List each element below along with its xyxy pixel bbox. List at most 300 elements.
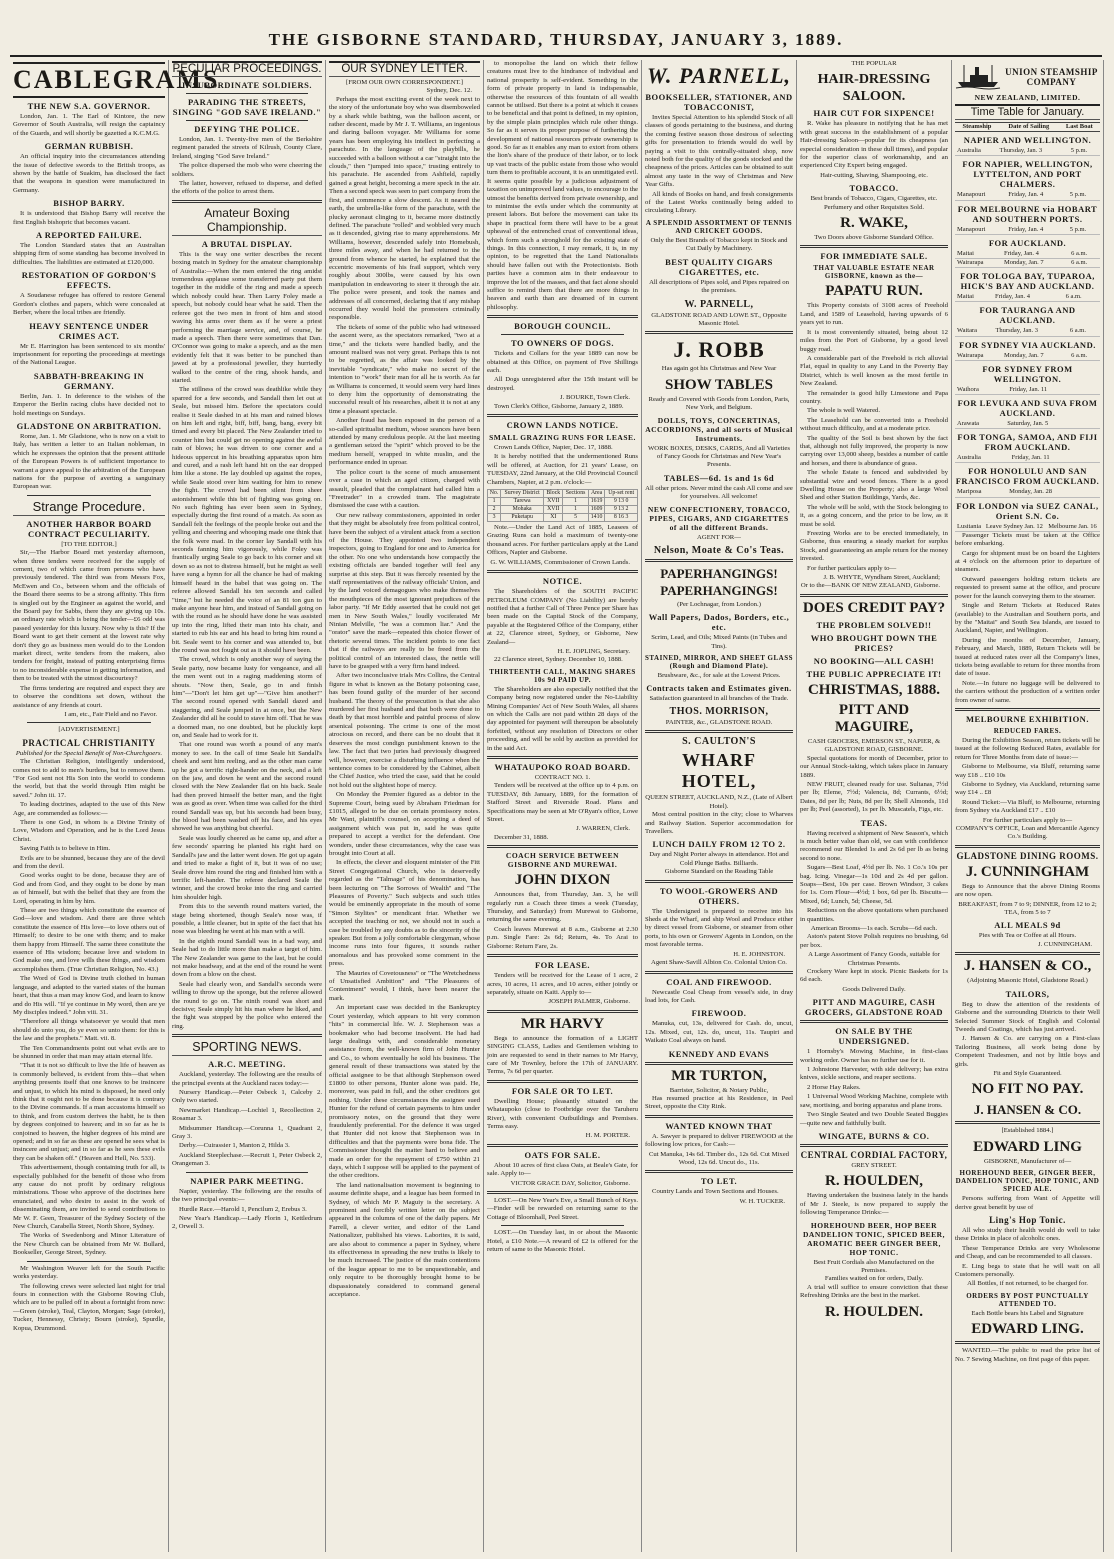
wood-machine-item: 1 Universal Wood Working Machine, complete with saw, mortising, and boring apparatus and plane irons. [800,1093,948,1109]
papatu-paragraph: The whole Estate is fenced and subdivided by substantial wire and wood fences. There is a good Dwelling House on the Property; also a large Wool Shed and other Station Buildings, Yards, &c. [800,469,948,502]
race-result: Derby.—Cuirassier 1, Manton 2, Hilda 3. [179,1142,290,1150]
contract-subhead: CONTRACT NO. 1. [534,774,591,781]
cunningham-body: Begs to Announce that the above Dining Rooms are now open. [955,882,1100,899]
sailing-cell: Arawata [955,420,1005,429]
napier-results [172,1188,322,1232]
route-table [955,420,1100,429]
divider [800,245,948,248]
sydney-paragraph: An important case was decided in the Bankruptcy Court yesterday, which appears to hit very common "hits" in commercial life. W. J. Stephenson was a bookmaker who had become insolvent. He had had large dealings with, and considerable monetary assistance from, the well-known firm of John Hunter and Co., to whom eventually he sold his business. The general result of these transactions was stated by the official assignee to be that although Stephenson owed £1800 to other persons, Hunter alone was paid. He, moreover, was paid in full, and the other creditors got nothing. Under these circumstances the assignee sued Hunter for the refund of certain payments to him under promissory notes, on the ground that they were fraudulently preferential. For the defence it was urged that Hunter did not know that Stephenson was in difficulties and that the payments were bona fide. The Commissioner thought the matter hard to believe and made an order for the repayment of £750 within 21 days, which I suppose will be applied to the payment of the other creditors. [329,1004,480,1180]
boxing-heading: Amateur Boxing Championship. [172,206,322,236]
reductions-line: Reductions on the above quotations when purchased in quantities. [800,907,948,923]
race-result: Auckland, yesterday. The following are the results of the principal events at the Auckland races today:— [172,1071,322,1087]
route-table [955,454,1100,463]
sailing-row [955,327,1100,336]
route-heading: FOR TAURANGA AND AUCKLAND. [979,305,1076,326]
letter-paragraph: The firms tendering are required and expect they are to observe the conditions set down, without the assistance of any friends at court. [13,684,165,709]
papatu-paragraph: The Leasehold can be converted into a Freehold without much difficulty, and at a moderate price. [800,416,948,433]
sydney-letter-heading: OUR SYDNEY LETTER. [329,61,480,77]
houlden-heading: R. HOULDEN, [825,1173,923,1190]
land-table-cell: XVII [544,498,563,506]
sydney-paragraph: The tickets of some of the public who had witnessed the ascent were, as the spectators remarked, "two at a time," and the tickets were handled badly, and the amount realised was not very great. Perhaps this is not to be regretted, as the affair was looked by the inevitable "syndicate," who make no secret of the intention to "work" their man for all he is worth. As far as Williams is concerned, it would seem very hard lines to deny him the opportunity of demonstrating the successful result of his researches, albeit it is not at any time a pleasant spectacle. [329,323,480,415]
sailing-cell: Manapouri [955,226,1006,235]
route-heading: FOR SYDNEY VIA AUCKLAND. [959,339,1096,350]
hair-saloon-heading: HAIR-DRESSING SALOON. [817,72,931,105]
dogs-heading: TO OWNERS OF DOGS. [511,338,614,349]
column-sydney-letter [326,60,484,1552]
scrim-line: Scrim, Lead, and Oils; Mixed Paints (in Tubes and Tins). [651,634,787,650]
work-boxes-line: WORK BOXES, DESKS, CARDS, And all Varieties of Fancy Goods for Christmas and New Year's Presents. [648,444,790,469]
sydney-paragraph: The land nationalisation movement is beginning to assume definite shape, and a league has been formed in Sydney, of which Mr P. Maguiy is the secretary. A prominent and forcibly written letter on the subject appeared in the columns of one of the daily papers. Mr Farrell, a clever writer, and editor of the Land Nationalizer, published his views. Laborites, it is said, are also about to commence a paper in Sydney, where its effectiveness in spreading the new truths is likely to be much increased. The justice of the main contentions of the league appear to me to be unquestionable, and only require to be thoroughly brought home to be dispassionately considered to command general acceptance. [329,1181,480,1299]
notice-body: The Shareholders of the SOUTH PACIFIC PETROLEUM COMPANY (No Liability) are hereby notified that a further Call of Three Pence per Share has been made on the Capital Stock of the Company, payable at the Registered Office of the Company, either at 22, Clarence street, Sydney, or Gisborne, New Zealand— [487,588,638,646]
cablegram-body: The London Standard states that an Australian shipping firm of some standing has become involved in difficulties. The liabilities are estimated at £120,000. [13,242,165,266]
robb-goods: Ready and Covered with Goods from London, Paris, New York, and Belgium. [648,395,790,412]
parnell-body: Invites Special Attention to his splendid Stock of all classes of goods pertaining to the business, and during the coming festive season those desirous of selecting gifts for presentation to friends would do well by paying a visit to this centrally-situated shop, now noted both for the quality of the goods stocked and the cheapness of the prices. Articles can be obtained to suit almost any taste in the way of Christmas and New Year Gifts. [645,114,793,189]
sailing-cell: 6 a.m. [1064,293,1100,302]
cablegram-body: Mr E. Harrington has been sentenced to six months' imprisonment for reporting the proceedings at meetings of the National League. [13,342,165,367]
sporting-heading: SPORTING NEWS. [172,1040,322,1056]
arc-subhead: A.R.C. MEETING. [208,1059,286,1070]
divider [172,200,322,203]
divider [487,845,638,848]
dogs-address: Town Clerk's Office, Gisborne, January 2, 1889. [494,402,624,410]
land-table-col: Block [544,490,563,498]
sydney-paragraph: The Mauries of Covetousness" or "The Wretchedness of Unsatisfied Ambition" and "The Pleasures of Contentment" would, I think, have been nearer the mark. [329,969,480,1002]
sailing-cell: Waihora [955,386,1007,395]
route-heading: FOR LEVUKA AND SUVA FROM AUCKLAND. [957,398,1098,419]
wanted-heading: WANTED KNOWN THAT [665,1120,773,1131]
wharf-address: QUEEN STREET, AUCKLAND, N.Z., (Late of Albert Hotel). [645,794,793,810]
nelson-teas: Nelson, Moate & Co's Teas. [653,544,785,556]
land-table-cell: 9 13 2 [605,506,638,514]
pc-paragraph: The Ten Commandments point out what evils are to be shunned in order that man may attain eternal life. [13,1044,165,1060]
notice-heading: NOTICE. [542,576,583,587]
shipping-note: During the months of December, January, February, and March, 1889, Return Tickets will be issued at reduced rates over all the Company's lines, tickets being available to return for three months from date of issue. [955,636,1100,678]
boxing-paragraph: Seale was loudly cheered as he came up, and after a few seconds' sparring he planted his right hard on Sandall's jaw and the latter went down. He got up again and tried to make a fight of it, but it was of no use; Seale drove him round the ring and finished him with a terrific left-hander. The referee declared Seale the winner, and the crowd broke into the ring and carried him shoulder high. [172,834,322,901]
land-table-col: Survey District [501,490,544,498]
papatu-paragraph: It is most conveniently situated, being about 12 miles from the Port of Gisborne, by a good level buggy road. [800,328,948,353]
divider [645,1115,793,1118]
route-heading: NAPIER AND WELLINGTON. [963,135,1092,146]
sailing-row [955,191,1100,200]
route-heading: FOR MELBOURNE via HOBART AND SOUTHERN PORTS. [957,203,1098,224]
road-date: December 31, 1888. [494,833,549,841]
sale-body: Dwelling House; pleasantly situated on the Whataupoko (close to Footbridge over the Taruheru River), with convenient Outbuildings and Premises. Terms easy. [487,1097,638,1130]
route-table [955,523,1100,532]
sailing-row [955,386,1100,395]
sailing-cell: 5 p.m. [1068,191,1100,200]
papatu-paragraph: The whole is well Watered. [807,407,881,415]
melbourne-exhibition-heading: MELBOURNE EXHIBITION. [966,713,1089,724]
sailing-cell: Friday, Jan. 4 [1006,226,1067,235]
turton-sub: Barrister, Solicitor, & Notary Public, [669,1086,769,1094]
no-fit-no-pay: NO FIT NO PAY. [971,1081,1084,1098]
column-union-steamship [952,60,1104,1552]
divider [487,1080,638,1083]
dogs-signature: J. BOURKE, Town Clerk. [560,394,630,402]
turton-body: Has resumed practice at his Residence, in Peel Street, opposite the City Rink. [645,1094,793,1111]
route-table [955,488,1100,497]
sydney-paragraph: Our new railway commissioners, appointed in order that they might be absolutely free from political control, have been the subject of a virulent attack from a section of the House. They appointed two independent inspectors, going to England for one and to America for the other. No one who understands how compactly the existing officials are banded together will feel any surprise at this step. But it was fiercely resented by the staff representatives of the railway officials' Union, and by the land voiced demagogues who make themselves the mouthpieces of the most ignorant prejudices of the labor party. "If Mr Eddy asserted that he could not get men in New South Wales," loudly vociferated Mr Ninian Melville, "he was a common liar." And the "orator" save the mark—repeated this choice flower of rhetoric several times. The incident points to one fact that if the railways are really to be freed from the political control of an interested class, the nettle will have to be grasped with a very firm hand indeed. [329,511,480,671]
hornsby-item: 1 Hornsby's Mowing Machine, in first-class working order. Owner has no further use for it. [800,1048,948,1064]
cunningham-heading: J. CUNNINGHAM [965,863,1090,880]
sale-heading: FOR SALE OR TO LET. [511,1085,614,1096]
sailing-cell: Maitai [955,250,1002,259]
dogs-paragraph: All Dogs unregistered after the 15th instant will be destroyed. [487,376,638,392]
immediate-sale-heading: FOR IMMEDIATE SALE. [820,251,928,262]
divider [955,845,1100,848]
shipping-notes [955,532,1100,705]
wool-body: The Undersigned is prepared to receive into his Sheds at the Wharf, and ship Wool and Produce either by direct vessel from Gisborne, or steamer from other ports, to his own or Growers' Agents in London, on the most favorable terms. [645,907,793,949]
papatu-paragraph: The quality of the Soil is best shown by the fact that, although not fully improved, the property is now carrying over 13,000 sheep, besides a number of cattle and horses, and there is abundance of grass. [800,434,948,467]
sailing-cell: Friday, Jan. 11 [1007,386,1092,395]
sailing-cell: Waitara [955,327,993,336]
houlden-body: Having undertaken the business lately in the hands of Mr J. Steele, is now prepared to supply the following Temperance Drinks:— [800,1192,948,1217]
lunch-line: LUNCH DAILY FROM 12 TO 2. [652,839,786,850]
column-peculiar [169,60,326,1552]
further-line: For further particulars apply to— [982,816,1073,824]
problem-line: THE PROBLEM SOLVED!! [816,619,932,630]
sailing-cell: 5 p.m. [1069,147,1100,156]
papatu-body [800,302,948,573]
land-table-cell: 9 13 0 [605,498,638,506]
grey-street: GREY STREET. [851,1161,897,1169]
contracts-line: Contracts taken and Estimates given. [646,683,792,693]
porter-line: Day and Night Porter always in attendance. Hot and Cold Plunge Baths. Billiards. [649,851,789,867]
divider [487,1010,638,1013]
oats-heading: OATS FOR SALE. [524,1149,601,1160]
bottles-line: All Bottles, if not returned, to be charged for. [967,1280,1088,1288]
hansen-heading: J. HANSEN & CO., [963,958,1092,975]
tables-note: All other prices. Never mind the cash All come and see for yourselves. All welcome! [645,484,793,501]
sailing-cell: Saturday, Jan. 5 [1005,420,1092,429]
reduced-fares-line: REDUCED FARES. [993,726,1062,735]
divider [186,120,308,121]
pitt-sub: CASH GROCERS, EMERSON ST., NAPIER, & GLADSTONE ROAD, GISBORNE. [807,737,941,754]
boxing-paragraph: The crowd, which is only another way of saying the Seale party, now became lusty for vengeance, and all the men went out in a raging maddening storm of shouts. "Now then, Seale, go in and finish him"—"Don't let him get up"—"Give him another!" The second round opened with Sandall dazed and staggering, and Seale jumped in at once, but the New Zealander did all he could to stave him off. That he was a doomed man, no one doubted, but he pluckily kept on, and Seale had to work for it. [172,656,322,739]
fare-1: Gisborne to Melbourne, via Bluff, returning same way £18 .. £10 10s [955,763,1100,779]
arc-results [172,1071,322,1168]
sailing-row [955,420,1100,429]
route-heading: FOR HONOLULU AND SAN FRANCISCO FROM AUCKLAND. [955,466,1100,487]
sailing-cell: Australia [955,147,998,156]
divider [487,414,638,417]
boxing-paragraph: Seale had clearly won, and Sandall's seconds were willing to throw up the sponge, but the referee allowed the round to go on. The ninth round was short and decisive; Seale simply hit his man where he liked, and the fight was stopped by the police who entered the ring. [172,980,322,1030]
shipping-note: Note.—In future no luggage will be delivered to the carriers without the production of a written order from owner of same. [955,679,1100,704]
wall-papers-line: Wall Papers, Dados, Borders, etc., etc. [648,612,790,633]
defying-subhead: DEFYING THE POLICE. [194,124,300,134]
land-table-cell: 3 [488,514,501,522]
sailing-cell: Monday, Jan. 7 [1002,352,1069,361]
brooms-line: American Brooms—1s each. Scrubs—6d each. [810,925,938,932]
sailing-row [955,226,1100,235]
land-table [487,489,638,522]
ling-health: All who study their health would do well to take these Drinks in place of alcoholic ones. [955,1226,1100,1243]
parnell-subhead: BOOKSELLER, STATIONER, AND TOBACCONIST, [645,92,793,112]
dogs-paragraph: Tickets and Collars for the year 1889 can now be obtained at this Office, on payment of Five Shillings each. [487,350,638,374]
dixon-heading: JOHN DIXON [514,872,611,889]
wake-address: Two Doors above Gisborne Standard Office. [814,234,934,242]
land-table-cell: 2 [488,506,501,514]
masthead-title: THE GISBORNE STANDARD, THURSDAY, JANUARY 3, 1889. [268,30,844,49]
morrison-heading: THOS. MORRISON, [669,706,769,717]
race-result: Auckland Steeplechase.—Recruit 1, Peter Osbeck 2, Orangeman 3. [172,1151,322,1168]
trial-line: A trial will suffice to ensure conviction that these Refreshing Drinks are the best in the market. [800,1283,948,1300]
land-table-row [488,514,638,522]
dixon-paragraph: Announces that, from Thursday, Jan. 3, he will regularly run a Coach three times a week (Tuesday, Thursday, and Saturday) from Murewai to Gisborne, returning the same evening. [487,891,638,924]
sailing-cell: Friday, Jan. 4 [1002,250,1069,259]
cunningham-signature: J. CUNNINGHAM. [1037,940,1092,948]
fancy-goods-line: A Large Assortment of Fancy Goods, suitable for Christmas Presents. [808,951,940,967]
sailing-cell: 6 a.m. [1069,250,1100,259]
to-let-signature: W. H. TUCKER. [739,1197,785,1205]
land-table-row [488,498,638,506]
boxing-paragraph: That one round was worth a pound of any man's money to see. In the call of time Seale hit Sandall's cheek and sent him reeling, and as the other man came up he got a terrific right-hander on the neck, and a left on the jaw, and down he went and the second round closed with the New Zealander flat on his back. Seale had then proved himself the better man, and the fight was as good as over. When time was called for the third round Sandall was up, but his seconds had been busy, the blood had been washed off his face, and his eyes showed he was anything but cheerful. [172,741,322,833]
teas-heading: TEAS. [860,817,888,828]
label-line: Each Bottle bears his Label and Signature [971,1309,1084,1317]
divider [501,334,624,335]
sailing-cell [1092,386,1100,395]
council-heading: BOROUGH COUNCIL. [514,321,611,332]
land-table-cell: 1 [563,506,589,514]
divider [487,315,638,318]
boxing-paragraph: This is the way one writer describes the recent boxing match in Sydney for the amateur championship of Australia:—When the men entered the ring amidst tremendous applause some transferred party put them together in the middle of the ring and made a speech which nobody could hear. Then Larry Foley made a speech, but nobody could hear what he said. Then the referee got the two men in front of him and stood waving his arms over them as if he were a priest performing the marriage service, and, of course, he made a speech. Then there were sometimes that Dan. O'Connor was going to make a speech, and as the men evidently felt that it was better to be punched than jawed at by a professional jeweller, they hurriedly walked to the centre of the ring, shook hands, and started. [172,250,322,384]
divider [955,708,1100,711]
hansen-body: Beg to draw the attention of the residents of Gisborne and the surrounding Districts to their Well Selected Summer Stock of English and Colonial Tweeds and Coatings, which has just arrived. [955,1000,1100,1033]
kennedy-signature: KENNEDY AND EVANS [668,1048,770,1059]
glass-line: STAINED, MIRROR, AND SHEET GLASS (Rough and Diamond Plate). [645,654,793,671]
wharf-body: Most central position in the city; close to Wharves and Railway Station. Superior accommodation for Travellers. [645,811,793,836]
insubordinate-subhead: INSUBORDINATE SOLDIERS. [182,80,312,90]
sydney-paragraph: The police court is the scene of much amusement over a case in which an aged citizen, charged with assault, pleaded that the complainant had called him a "Freetrader" in a crowded tram. The magistrate dismissed the case with a caution. [329,468,480,510]
crown-signature: G. W. WILLIAMS, Commissioner of Crown Lands. [490,558,630,566]
fit-style-line: Fit and Style Guaranteed. [993,1069,1062,1077]
route-table [955,386,1100,395]
land-paragraph: to monopolise the land on which their fellow creatures must live to the hindrance of individual and national prosperity is self-evident. Something in the form of private property in land is indispensable, otherwise the resources of this fountain of all wealth cannot be utilised. But there is a point at which it ceases to be beneficial and that point is defined, in my opinion, by the simple plain principles which rule other things. So far as it serves its proper purpose of furthering the development of national resources private ownership is good. So far as it enables any man to extort from others the lion's share of the produce of their labor, or to lock up vast tracts of the public estate from those who would turn them to profitable account, it is an unmitigated evil. It seems quite possible by a judicious adjustment of taxation on unimproved land values, to encourage to the utmost the benefits derived from private ownership, and to minimise the evils under which the community at present labors. But before the movement can take its shape in practical form there will have to be a great upheaval of the entrenched crust of conventional ideas, which form such a stronghold for the existing state of things. In this connection, I may remark, it is, in my opinion, to be regretted that the Land Nationalists should have fallen out with the Protectionists. Both parties have a common aim in their endeavour to improve the lot of the masses, and that fact alone should suffice to remind them that there are more things in heaven and earth than are dreamed of in current philosophy. [487,60,638,311]
land-table-row [488,506,638,514]
route-heading: FOR LONDON via SUEZ CANAL, Orient S.N. Co. [956,500,1099,521]
boxing-paragraph: The stillness of the crowd was deathlike while they sparred for a few seconds, and Sandall then let out at Seale, but missed him. Before the spectators could realise it Seale dashed in at his man and rained blows on him left and right, biff, biff, bang, bang, every bit timed and every bit placed. The New Zealander tried to counter him but could get no opening against the awful rain of blows; he was driven to one corner and a hideous uppercut in his breathing apparatus upon him and cured, and a rash left hand hit on the ear dropped him like a stone. He lay doubled up against the ropes, while Seale stood over him waiting for him to renew the fight. The crowd had been silent from sheer astonishment while this bit of fighting was going on. No such fighting has ever been seen in Sydney, especially during the first round of a match. As soon as Sandall felt the feelings of the people broke out and the yelling and cheering and whooping made one think that the folk were mad. In the corner lay Sandall with his seconds fanning him vigorously, while Foley was frantically urging Seale to go back to his corner and sit down so as not to distress himself, but he might as well have sung a hymn for all the chance he had of making himself heard in the babel that was going on. The referee allowed Sandall his ten seconds and called "time," but he needed the voice of an 81 ton gun to make anyone hear him, and instead of Sandall going on with the round as he should have done he was assisted up into the ring, lifted their man into his chair, and started to rub his ear and his head to bring him round a bit. Seale went to his corner and was attended to, but the round was not fought out as it should have been. [172,386,322,654]
race-result: Newmarket Handicap.—Lochiel 1, Recollection 2, Rosamar 3. [172,1106,322,1123]
cigars-line: BEST QUALITY CIGARS CIGARETTES, etc. [665,256,773,277]
teas-body: Having received a shipment of New Season's, which is much better value than old, we can with confidence recommend our Blended 1s and 2s 6d per lb as being second to none. [800,829,948,862]
sailing-cell: Australia [955,454,1010,463]
shipping-note: Outward passengers holding return tickets are requested to present same at the office, and procure power for the launch conveying them to the steamer. [955,575,1100,600]
wool-agent: Agent Shaw-Savill Albion Co. Colonial Union Co. [651,959,787,967]
ling-products: HOREHOUND BEER, GINGER BEER, DANDELION TONIC, HOP TONIC, AND SPICED ALE. [955,1169,1100,1194]
pc-paragraph: "Therefore all things whatsoever ye would that men should do unto you, do ye even so unto them: for this is the law and the prophets." Matt. vii. 8. [13,1018,165,1043]
divider [487,954,638,957]
pc-paragraph: This advertisement, though containing truth for all, is especially published for the benefit of those who from any cause do not profit by ordinary religious ministrations. Those who approve of the doctrines here enunciated, and who desire to assist in the work of disseminating them, are invited to send contributions to Mr W. F. Geen, Treasurer of the Sydney Society of the New Church, Carabella Street, North Shore, Sydney. [13,1164,165,1231]
morrison-sub: PAINTER, &c., GLADSTONE ROAD. [665,719,773,726]
race-result: New Year's Handicap.—Lady Florin 1, Kettledrum 2, Orwell 3. [172,1214,322,1231]
established-line: [Established 1884.] [1001,1127,1054,1135]
popular-label: THE POPULAR [851,60,897,67]
weaver-note: Mr Washington Weaver left for the South Pacific works yesterday. [13,1264,165,1281]
road-body: Tenders will be received at the office up to 4 p.m. on TUESDAY, 8th January, 1889, for the formation of Stafford Street and Riverside Road. Plans and Specifications may be seen at Mr O'Ryan's office, Lowe Street. [487,782,638,824]
sailing-row [955,454,1100,463]
sailing-cell: Friday, Jan. 4 [993,293,1064,302]
land-table-cell: 1 [488,498,501,506]
cablegram-title: GLADSTONE ON ARBITRATION. [16,420,162,431]
parnell-address: GLADSTONE ROAD AND LOWE ST., Opposite Masonic Hotel. [651,311,787,327]
lease-body: Tenders will be received for the Lease of 1 acre, 2 acres, 10 acres, 11 acres, and 10 acres, either jointly or separately, situate on Kaiti. Apply to— [487,972,638,996]
agent-label: AGENT FOR— [697,533,741,541]
crown-subhead: SMALL GRAZING RUNS FOR LEASE. [489,433,636,443]
land-table-cell: Mohaka [501,506,544,514]
pipes-line: All descriptions of Pipes sold, and Pipes repaired on the premises. [649,278,789,295]
wool-heading: TO WOOL-GROWERS AND OTHERS. [659,885,779,906]
ling-heading: EDWARD LING [973,1138,1082,1155]
land-table-cell: Tarewa [501,498,544,506]
sailing-cell [1092,420,1100,429]
firewood-body: Manuka, cut, 13s, delivered for Cash. do, uncut, 12s. Mixed, cut, 12s. do, uncut, 11s. Taupiri and Waikato Coal always on hand. [645,1020,793,1045]
oats-signature: VICTOR GRACE DAY, Solicitor, Gisborne. [510,1179,630,1187]
land-table-cell: 5 [563,514,589,522]
christmas-heading: CHRISTMAS, 1888. [807,681,941,698]
special-quotations: Special quotations for month of December, prior to our Annual Stock-taking, which takes place in January 1889. [800,754,948,779]
route-heading: FOR TONGA, SAMOA, AND FIJI FROM AUCKLAND. [957,432,1098,453]
wake-signature: R. WAKE, [840,215,908,232]
wharf-hotel-heading: WHARF HOTEL, [681,750,757,792]
cablegram-title: GERMAN RUBBISH. [44,141,134,152]
divider [955,952,1100,955]
editor-line: [TO THE EDITOR.] [61,540,117,548]
cablegram-body: Rome, Jan. 1. Mr Gladstone, who is now on a visit to Italy, has written a letter to an Italian nobleman, in which he expresses the opinion that the present attitude of the European Powers is of sufficient importance to warrant a grave appeal to the arbitration of the European nations for the purpose of averting a sanguinary European war. [13,432,165,491]
divider [645,1170,793,1173]
pc-paragraph: The Works of Swedenborg and Minor Literature of the New Church can be obtained from Mr W. Bullard, Bookseller, George Street, Sydney. [13,1232,165,1257]
land-table-cell: Puketapu [501,514,544,522]
land-table-col: Area [588,490,604,498]
route-heading: FOR NAPIER, WELLINGTON, LYTTELTON, AND PORT CHALMERS. [962,159,1093,190]
land-table-col: Up-set rent [605,490,638,498]
parnell-heading: W. PARNELL, [646,63,792,88]
sailing-cell: Friday, Jan. 4 [1006,191,1067,200]
notice-address: 22 Clarence street, Sydney. December 10, 1888. [494,656,623,664]
fare-2: Gisborne to Sydney, via Auckland, returning same way £14 .. £8 [955,781,1100,797]
company-office: COMPANY'S OFFICE, Loan and Mercantile Agency Co.'s Building. [955,825,1100,841]
land-table-col: No. [488,490,501,498]
papatu-paragraph: The whole will be sold, with the Stock belonging to it, as a going concern, and the price to be low, as it must be sold. [800,503,948,528]
race-result: Midsummer Handicap.—Corunna 1, Quadrant 2, Gray 3. [172,1124,322,1141]
divider [27,722,151,723]
tables-price: TABLES—6d. 1s and 1s 6d [663,472,775,483]
sailing-row [955,259,1100,268]
soldiers-body [172,136,322,197]
orders-line: ORDERS BY POST PUNCTUALLY ATTENDED TO. [966,1291,1089,1308]
cablegram-title: RESTORATION OF GORDON'S EFFECTS. [21,270,157,291]
tobacco-heading: TOBACCO. [849,183,899,194]
buggies-item: Two Single Seated and two Double Seated Buggies—quite new and faithfully built. [800,1111,948,1127]
land-table-col: Sections [563,490,589,498]
divider [800,594,948,597]
divider [800,1144,948,1147]
pc-subhead: Published for the Special Benefit of Non-Churchgoers. [15,749,163,757]
ling-sub: GISBORNE, Manufacturer of— [983,1157,1072,1165]
sydney-letter-body [329,96,480,1300]
reading-table-line: Gisborne Standard on the Reading Table [664,868,774,876]
harbor-subhead: ANOTHER HARBOR BOARD CONTRACT PECULIARITY. [26,518,152,539]
column-notices [484,60,642,1552]
boxing-paragraph: In the eighth round Sandall was in a bad way, and Seale had to do little more than make a target of him. The New Zealander was game to the last, but he could not make headway, and at the end of the round he went down from a blow on the chest. [172,937,322,979]
dining-rooms-heading: GLADSTONE DINING ROOMS. [956,850,1099,861]
route-table [955,293,1100,302]
sailing-cell: Lusitania [955,523,984,532]
strange-procedure-heading: Strange Procedure. [13,499,165,516]
houlden-signature: R. HOULDEN. [825,1303,923,1320]
caulton-heading: S. CAULTON'S [682,736,756,748]
divider [645,880,793,883]
divider [800,1020,948,1023]
robb-intro: Has again got his Christmas and New Year [661,365,777,373]
sailing-cell [1093,488,1100,497]
confectionery-line: NEW CONFECTIONERY, TOBACCO, PIPES, CIGARS, AND CIGARETTES of all the different Brands. [647,504,791,532]
time-table-heading: Time Table for January. [955,104,1100,120]
sailing-row [955,293,1100,302]
cablegrams-heading: CABLEGRAMS [13,62,165,98]
tailors-line: TAILORS, [1005,988,1050,999]
sailing-cell: Maitai [955,293,993,302]
sydney-paragraph: Another fraud has been exposed in the person of a so-called spiritualist medium, whose seances have been attended by many credulous people. At the last meeting a gentleman seized the "spirit" which proved to be the medium herself, wrapped in white muslin, and the performance ended in uproar. [329,417,480,467]
sydney-paragraph: In effects, the clever and eloquent minister of the Fitt Street Congregational Church, who is deservedly regarded as the "Talmage" of his denomination, has been lecturing on "The Sorrows of Wealth" and "The Pleasures of Poverty." Such subjects and such titles would be eminently appropriate in the mouth of some "Simon Stylites" or mendicant friar. Whether we accepted the teaching or not, we should not in such a case be troubled by any doubts as to the sincerity of the speaker. But from a jolly comfortable clergyman, whose income runs into four figures, it sounds rather anomalous and has provoked some comment in the press. [329,859,480,968]
lost-note: LOST.—On Tuesday last, in or about the Masonic Hotel, a £10 Note.—A reward of £2 is offered for the return of same to the Masonic Hotel. [487,1229,638,1254]
families-line: Families waited on for orders, Daily. [824,1275,924,1283]
hansen-address: (Adjoining Masonic Hotel, Gladstone Road.) [967,977,1088,985]
divider [645,331,793,334]
parading-subhead: PARADING THE STREETS, SINGING "GOD SAVE IRELAND." [172,97,322,117]
papatu-heading: PAPATU RUN. [825,283,923,300]
road-heading: WHATAUPOKO ROAD BOARD. [494,762,631,772]
napier-subhead: NAPIER PARK MEETING. [190,1175,304,1186]
papatu-paragraph: For further particulars apply to— [807,564,897,572]
papatu-paragraph: A considerable part of the Freehold is rich alluvial Flat, equal in quality to any Land in the Poverty Bay District, which is well known as the most fertile in New Zealand. [800,354,948,388]
hair-cut-line: HAIR CUT FOR SIXPENCE! [813,108,935,119]
sailing-cell: Monday, Jan. 28 [1007,488,1093,497]
land-table-cell: 1609 [588,506,604,514]
sale-signature: H. M. PORTER. [585,1132,630,1140]
pc-body [13,758,165,1258]
route-heading: FOR AUCKLAND. [988,237,1067,248]
crockery-line: Crockery Ware kept in stock. Picnic Baskets for 1s 6d each. [800,968,948,984]
parnell-body-2: All kinds of Books on hand, and fresh consignments of the Latest Works continually being added to circulating Library. [645,190,793,215]
land-table-cell: 1 [563,498,589,506]
letter-date: Sydney, Dec. 12. [426,87,472,95]
land-table-cell: XVII [544,506,563,514]
coal-heading: COAL AND FIREWOOD. [666,976,772,987]
divider [186,93,308,94]
sawyer-prices: Cut Manuka, 14s 6d. Timber do., 12s 6d. Cut Mixed Wood, 12s 6d. Uncut do., 11s. [648,1150,790,1166]
drinks-list: HOREHOUND BEER, HOP BEER DANDELION TONIC, SPICED BEER, AROMATIC BEER GINGER BEER, HOP TONIC. [803,1220,945,1257]
hay-rakes-item: 2 Horse Hay Rakes. [807,1083,861,1091]
letter-signature: I am, etc., Fair Field and no Favor. [64,710,157,718]
pitt-signature: PITT AND MAGUIRE, CASH GROCERS, GLADSTONE ROAD [804,997,944,1018]
union-ltd: NEW ZEALAND, LIMITED. [974,93,1081,102]
lease-signature: JOSEPH PALMER, Gisborne. [548,998,630,1006]
cablegram-body: A Soudanese refugee has offered to restore General Gordon's clothes and papers, which were concealed at Berber, where the local tribes are friendly. [13,292,165,317]
wool-signature: H. E. JOHNSTON. [733,950,785,958]
shipping-note: Single and Return Tickets at Reduced Rates (available) to the Australian and Southern ports, and by the "Maitai" and South Sea Islands, are issued to Auckland, Napier, and Wellington. [955,602,1100,635]
pc-paragraph: "That it is not so difficult to live the life of heaven as is commonly believed, is evident from this—that when anything presents itself that one knows to be insincere and unjust, to which his mind is disposed, he need only think that it ought not to be done because it is contrary to the Divine commands. If a man accustoms himself so to think, and from custom derives the habit, he is then by degrees conjoined to heaven; and in so far as he is conjoined to heaven, the higher degrees of his mind are opened; and in so far as these are opened he sees what is insincere and unjust; and in so far as he sees these evils they can be shaken off." (Heaven and Hell, No. 533). [13,1062,165,1162]
sugar-prices: Sugars—Best Loaf, 4½d per lb. No. 1 Co.'s 10s per bag. Icing. Vinegar—1s 10d and 2s 4d per gallon. Soaps—Best, 10s per case. Brown Windsor, 3 cakes for 1s. Corn Flour—4½d; 1 box, 6d per lb. Biscuits—Mixed, 6d; Lunch, 5d; Cheese, 5d. [800,864,948,905]
land-table-cell: 1619 [588,498,604,506]
road-signature: J. WARREN, Clerk. [576,825,630,833]
boxing-body [172,251,322,1031]
divider [172,1034,322,1037]
cablegram-body: Berlin, Jan. 1. In deference to the wishes of the Emperor the Berlin racing clubs have decided not to hold meetings on Sundays. [13,392,165,417]
thirteenth-call: THIRTEENTH CALL, MAKING SHARES 10s 9d PAID UP. [489,667,636,684]
sailing-cell: Manapouri [955,191,1006,200]
cablegram-body: An official inquiry into the circumstances attending the issue of defective swords to the British troops, as shown by the battle of Suakim, has disclosed the fact that the weapons in question were manufactured in Germany. [13,153,165,194]
on-sale-heading: ON SALE BY THE UNDERSIGNED. [835,1026,913,1047]
